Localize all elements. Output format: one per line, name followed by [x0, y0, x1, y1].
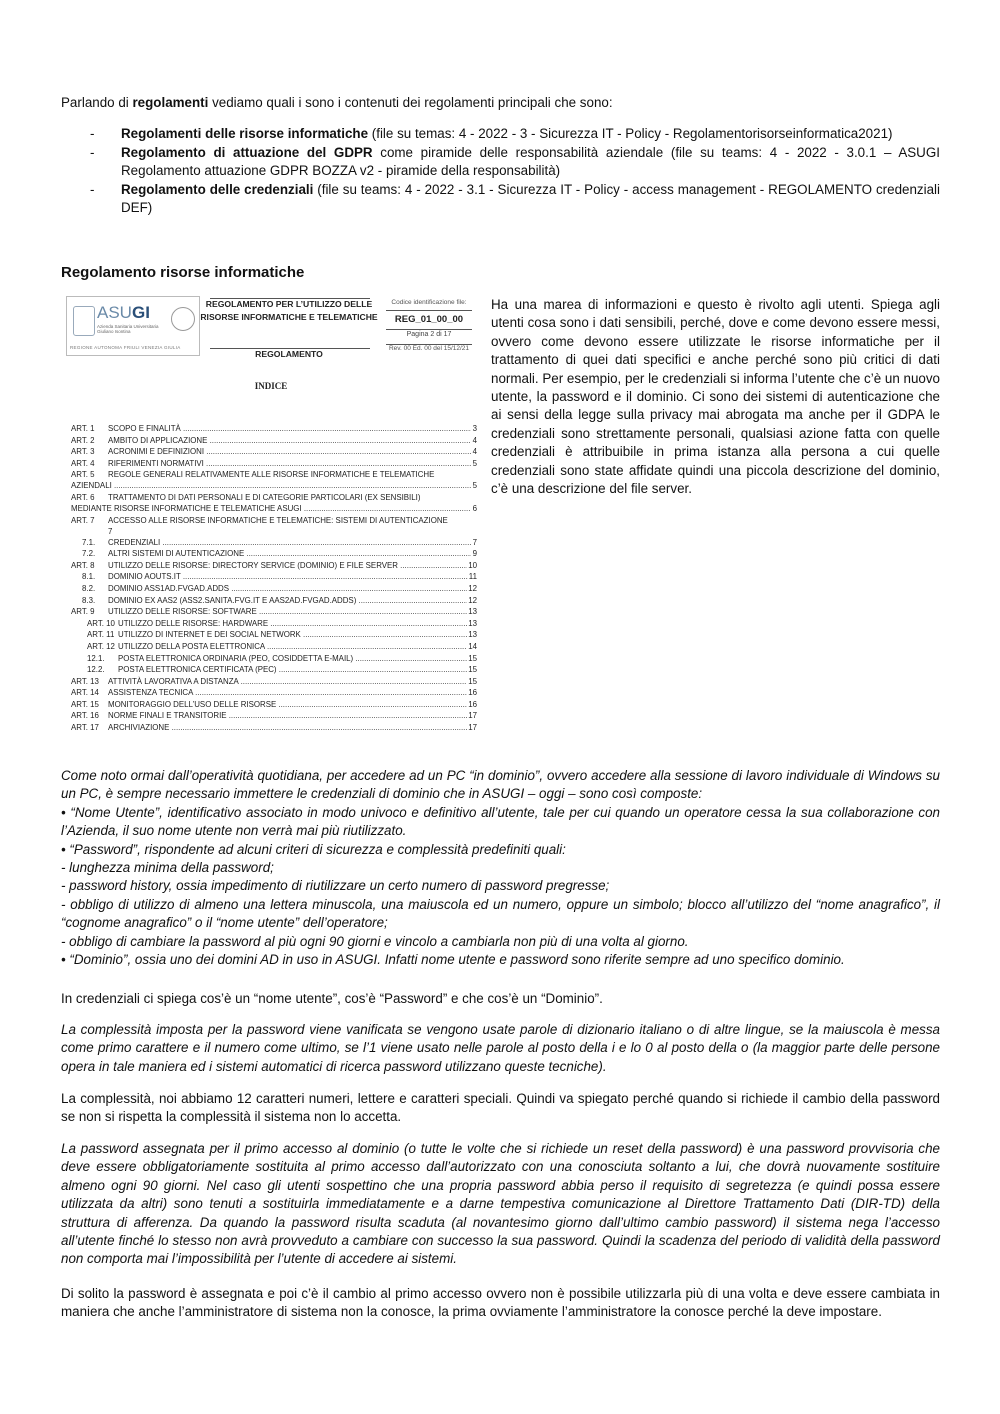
toc-row	[71, 710, 477, 722]
region-seal-icon	[171, 307, 195, 331]
toc-row	[71, 537, 477, 549]
toc-number: ART. 5	[71, 470, 95, 480]
intro-prefix: Parlando di	[61, 95, 133, 110]
toc-number: ART. 3	[71, 447, 95, 457]
toc-title: DOMINIO EX AAS2 (ASS2.SANITA.FVG.IT E AAS2AD.FVGAD.ADDS) .....	[108, 595, 471, 607]
toc-number: ART. 1	[71, 424, 95, 433]
toc-page: 16	[468, 699, 477, 709]
toc-page: 6	[472, 503, 477, 513]
intro-suffix: vediamo quali i sono i contenuti dei regolamenti principali che sono:	[208, 95, 613, 110]
toc-title: UTILIZZO DELLE RISORSE: HARDWARE .....	[118, 618, 471, 630]
toc-number: 8.3.	[82, 595, 96, 605]
toc-title: NORME FINALI E TRANSITORIE .....	[108, 710, 471, 722]
list-item-bold: Regolamento di attuazione del GDPR	[121, 144, 373, 160]
doc-code-box	[382, 296, 476, 356]
toc-number: ART. 10	[87, 618, 115, 628]
code-label: Codice identificazione file:	[391, 299, 467, 306]
toc-title: ATTIVITÀ LAVORATIVA A DISTANZA .....	[108, 676, 471, 688]
toc-title: SCOPO E FINALITÀ .....	[108, 423, 471, 435]
regulations-list	[61, 125, 940, 218]
toc-page: 5	[472, 458, 477, 468]
toc-number: ART. 4	[71, 458, 95, 468]
regulation-index-image	[66, 296, 476, 736]
list-item-bold: Regolamenti delle risorse informatiche	[121, 126, 369, 141]
doc-type: REGOLAMENTO	[255, 349, 323, 359]
toc-page: 13	[468, 618, 477, 628]
toc-number: ART. 6	[71, 492, 95, 502]
toc-row	[71, 469, 477, 480]
toc-row	[71, 571, 477, 583]
dash-bullet: -	[90, 181, 95, 197]
toc-title: MONITORAGGIO DELL’USO DELLE RISORSE .....	[108, 699, 471, 711]
intro-paragraph	[61, 94, 940, 112]
toc-page: 10	[468, 560, 477, 570]
code-rule	[386, 329, 472, 330]
toc-number: ART. 12	[87, 641, 115, 651]
toc-title: DOMINIO ASS1AD.FVGAD.ADDS .....	[108, 583, 471, 595]
complexity-summary: La complessità, noi abbiamo 12 caratteri numeri, lettere e caratteri speciali. Quindi va spiegato perché quando si richiede il cambio della password se non si rispetta la complessità il sistema non lo accetta.	[61, 1091, 940, 1125]
code-rule	[386, 344, 472, 345]
list-item-text: (file su temas: 4 - 2022 - 3 - Sicurezza IT - Policy - Regolamentorisorseinformatica2021)	[368, 126, 893, 141]
toc-page: 11	[468, 572, 477, 582]
toc-title: DOMINIO AOUTS.IT .....	[108, 571, 471, 583]
dash-bullet: -	[90, 126, 95, 141]
list-item-text: (file su teams: 4 - 2022 - 3.1 - Sicurezza IT - Policy - access management - REGOLAMENTO credenziali DEF)	[121, 181, 940, 216]
toc-row	[71, 618, 477, 630]
page-indicator: Pagina 2 di 17	[406, 331, 452, 338]
index-title: INDICE	[254, 381, 288, 391]
quote-line: - obbligo di utilizzo di almeno una lettera minuscola, una maiuscola ed un numero, oppure un simbolo; blocco all’utilizzo del “nome anagrafico”, il “cognome anagrafico” o il “nome utente” dell’operatore;	[61, 896, 940, 931]
toc-number: 7.1.	[82, 537, 96, 547]
toc-page: 4	[472, 435, 477, 445]
toc-page: 17	[468, 723, 477, 733]
toc-title: AMBITO DI APPLICAZIONE .....	[108, 435, 471, 447]
toc-row	[71, 629, 477, 641]
toc-title: POSTA ELETTRONICA ORDINARIA (PEO, COSIDDETTA E-MAIL) .....	[118, 653, 471, 665]
toc-row	[71, 699, 477, 711]
dash-bullet: -	[90, 144, 95, 160]
toc-number: ART. 13	[71, 676, 99, 686]
toc-row	[71, 526, 477, 537]
toc-page: 3	[472, 424, 477, 433]
toc-page: 16	[468, 688, 477, 698]
toc-row	[71, 722, 477, 734]
code-value: REG_01_00_00	[394, 314, 464, 325]
toc-title: RIFERIMENTI NORMATIVI .....	[108, 458, 471, 470]
toc-number: ART. 7	[71, 515, 95, 525]
toc-title: UTILIZZO DELLA POSTA ELETTRONICA .....	[118, 641, 471, 653]
toc-title: UTILIZZO DI INTERNET E DEI SOCIAL NETWORK .....	[118, 629, 471, 641]
toc-number: ART. 17	[71, 723, 99, 733]
toc-row	[71, 687, 477, 699]
toc-row	[71, 641, 477, 653]
toc-title: 7	[108, 526, 113, 536]
toc-title: ACRONIMI E DEFINIZIONI .....	[108, 446, 471, 458]
toc-title: UTILIZZO DELLE RISORSE: DIRECTORY SERVICE (DOMINIO) E FILE SERVER .....	[108, 560, 471, 572]
quote-line: • “Nome Utente”, identificativo associato in modo univoco e definitivo all’utente, tale per cui quando un operatore cessa la sua collaborazione con l’Azienda, il suo nome utente non verrà mai più riutilizzato.	[61, 804, 940, 839]
toc-page: 13	[468, 607, 477, 617]
toc-number: ART. 14	[71, 688, 99, 698]
toc-page: 5	[472, 481, 477, 491]
quote-line: - password history, ossia impedimento di riutilizzare un certo numero di password pregresse;	[61, 878, 610, 894]
asugi-logo	[66, 296, 200, 356]
toc-title: POSTA ELETTRONICA CERTIFICATA (PEC) .....	[118, 664, 471, 676]
toc-row	[71, 435, 477, 447]
logo-subtitle: Azienda Sanitaria Universitaria Giuliano Isontina	[97, 324, 159, 334]
toc-title: ARCHIVIAZIONE .....	[108, 722, 471, 734]
toc-page: 15	[468, 676, 477, 686]
toc-row	[71, 423, 477, 435]
logo-text-light: ASU	[97, 303, 132, 322]
toc-number: ART. 15	[71, 699, 99, 709]
toc-page: 12	[468, 595, 477, 605]
complexity-quote: La complessità imposta per la password viene vanificata se vengono usate parole di dizionario italiano o di altre lingue, se la maiuscola è messa come primo carattere e il numero come ultimo, se l’1 viene usato nelle parole al posto della i e lo 0 al posto della o (la maggior parte delle persone opera in tale maniera ed i sistemi automatici di ricerca password utilizzano queste tecniche).	[61, 1022, 940, 1074]
logo-text-bold: GI	[131, 303, 150, 322]
toc-title: REGOLE GENERALI RELATIVAMENTE ALLE RISORSE INFORMATICHE E TELEMATICHE	[108, 470, 435, 480]
toc-page: 17	[468, 711, 477, 721]
quote-line: - lunghezza minima della password;	[61, 860, 274, 876]
toc-row	[71, 560, 477, 572]
doc-header	[66, 296, 476, 359]
toc-row	[71, 480, 477, 492]
intro-bold: regolamenti	[132, 95, 209, 110]
logo-footer: REGIONE AUTONOMA FRIULI VENEZIA GIULIA	[70, 345, 181, 350]
toc-number: 8.1.	[82, 572, 96, 582]
first-access-quote: La password assegnata per il primo accesso al dominio (o tutte le volte che si richiede un reset della password) è una password provvisoria che deve essere obbligatoriamente sostituita al primo accesso dall’autorizzato con una conosciuta soltanto a lui, che dovrà nuovamente sostituire almeno ogni 90 giorni. Nel caso gli utenti sospettino che una propria password abbia perso il requisito di segretezza (e quindi possa essere utilizzata da altri) sono tenuti a sostituirla immediatamente e a darne tempestiva comunicazione al Direttore Trattamento Dati (DIR-TD) della struttura di afferenza. Da quando la password risulta scaduta (al novantesimo giorno dall’ultimo cambio password) il sistema nega l’accesso all’utente finché lo stesso non avrà provveduto a cambiare con successo la sua password. Quindi la scadenza del periodo di validità della password non comporta mai l’impossibilità per l’utente di accedere ai sistemi.	[61, 1141, 940, 1267]
toc-number: 8.2.	[82, 583, 96, 593]
toc-title: AZIENDALI .....	[71, 480, 471, 492]
list-item-bold: Regolamento delle credenziali	[121, 181, 314, 197]
toc-row	[71, 458, 477, 470]
toc-row	[71, 515, 477, 526]
quote-line: - obbligo di cambiare la password al più ogni 90 giorni e vincolo a cambiarla non più di una volta al giorno.	[61, 933, 689, 949]
list-item-text: come piramide delle responsabilità aziendale (file su teams: 4 - 2022 - 3.0.1 – ASUGI Regolamento attuazione GDPR BOZZA v2 - piramide della responsabilità)	[121, 144, 940, 179]
toc-row	[71, 503, 477, 515]
logo-mark-icon	[73, 306, 95, 336]
credentials-quote	[61, 767, 940, 969]
toc-number: ART. 2	[71, 435, 95, 445]
section-heading: Regolamento risorse informatiche	[61, 264, 305, 281]
toc-row	[71, 606, 477, 618]
toc-number: ART. 9	[71, 607, 95, 617]
table-of-contents	[71, 423, 477, 734]
doc-title-box	[200, 296, 378, 359]
toc-page: 7	[472, 537, 477, 547]
quote-line: Come noto ormai dall’operatività quotidiana, per accedere ad un PC “in dominio”, ovvero accedere alla sessione di lavoro individuale di Windows su un PC, è sempre necessario immettere le credenziali di dominio che in ASUGI – oggi – sono così composte:	[61, 768, 940, 802]
toc-title: ASSISTENZA TECNICA .....	[108, 687, 471, 699]
toc-title: ALTRI SISTEMI DI AUTENTICAZIONE .....	[108, 548, 471, 560]
toc-page: 4	[472, 447, 477, 457]
toc-row	[71, 446, 477, 458]
toc-title: UTILIZZO DELLE RISORSE: SOFTWARE .....	[108, 606, 471, 618]
toc-row	[71, 595, 477, 607]
toc-number: ART. 11	[87, 630, 115, 640]
toc-page: 14	[468, 641, 477, 651]
quote-line: • “Dominio”, ossia uno dei domini AD in uso in ASUGI. Infatti nome utente e password sono riferite sempre ad uno specifico dominio.	[61, 952, 845, 968]
toc-number: 7.2.	[82, 549, 96, 559]
toc-number: ART. 8	[71, 560, 95, 570]
toc-row	[71, 548, 477, 560]
toc-number: ART. 16	[71, 711, 99, 721]
toc-title: MEDIANTE RISORSE INFORMATICHE E TELEMATICHE ASUGI .....	[71, 503, 471, 515]
toc-page: 15	[468, 653, 477, 663]
quote-line: • “Password”, rispondente ad alcuni criteri di sicurezza e complessità predefiniti quali:	[61, 841, 566, 857]
side-description: Ha una marea di informazioni e questo è rivolto agli utenti. Spiega agli utenti cosa sono i dati sensibili, perché, dove e come devono essere messi, ovvero come devono essere utilizzate le risorse informatiche per il trattamento di quei dati specifici e anche perché sono più critici di dati normali. Per esempio, per le credenziali si informa l’utente che c’è un nuovo utente, la password e il dominio. Ci sono dei sistemi di autenticazione che ai sensi della legge sulla privacy mai abrogata ma anche per il GDPA le credenziali sono strettamente personali, qualsiasi azione fatta con quelle credenziali è attribuibile in prima istanza alla persona a cui quelle credenziali sono state affidate quindi una piccola descrizione del dominio, c’è una descrizione del file server.	[491, 297, 940, 497]
toc-title: TRATTAMENTO DI DATI PERSONALI E DI CATEGORIE PARTICOLARI (EX SENSIBILI)	[108, 492, 421, 502]
toc-row	[71, 676, 477, 688]
revision: Rev. 00 Ed. 00 del 15/12/21	[388, 345, 470, 352]
toc-number: 12.1.	[87, 653, 105, 663]
toc-row	[71, 664, 477, 676]
toc-title: ACCESSO ALLE RISORSE INFORMATICHE E TELEMATICHE: SISTEMI DI AUTENTICAZIONE	[108, 515, 448, 525]
list-item	[61, 125, 940, 144]
list-item	[61, 144, 940, 181]
credentials-summary: In credenziali ci spiega cos’è un “nome utente”, cos’è “Password” e che cos’è un “Dominio”.	[61, 991, 603, 1006]
logo-text	[97, 303, 150, 323]
toc-page: 13	[468, 630, 477, 640]
list-item	[61, 181, 940, 218]
code-rule	[386, 310, 472, 311]
toc-number: 12.2.	[87, 665, 105, 675]
first-access-summary: Di solito la password è assegnata e poi c’è il cambio al primo accesso ovvero non è possibile utilizzarla più di una volta e deve essere cambiata in maniera che anche l’amministratore di sistema non la conosce, la prima ovviamente l’amministratore la conosce perché la deve impostare.	[61, 1286, 940, 1320]
doc-title: REGOLAMENTO PER L’UTILIZZO DELLE RISORSE INFORMATICHE E TELEMATICHE	[200, 299, 378, 322]
toc-title: CREDENZIALI .....	[108, 537, 471, 549]
toc-page: 9	[472, 549, 477, 559]
toc-row	[71, 653, 477, 665]
toc-row	[71, 583, 477, 595]
toc-page: 15	[468, 665, 477, 675]
toc-page: 12	[468, 583, 477, 593]
toc-row	[71, 492, 477, 503]
